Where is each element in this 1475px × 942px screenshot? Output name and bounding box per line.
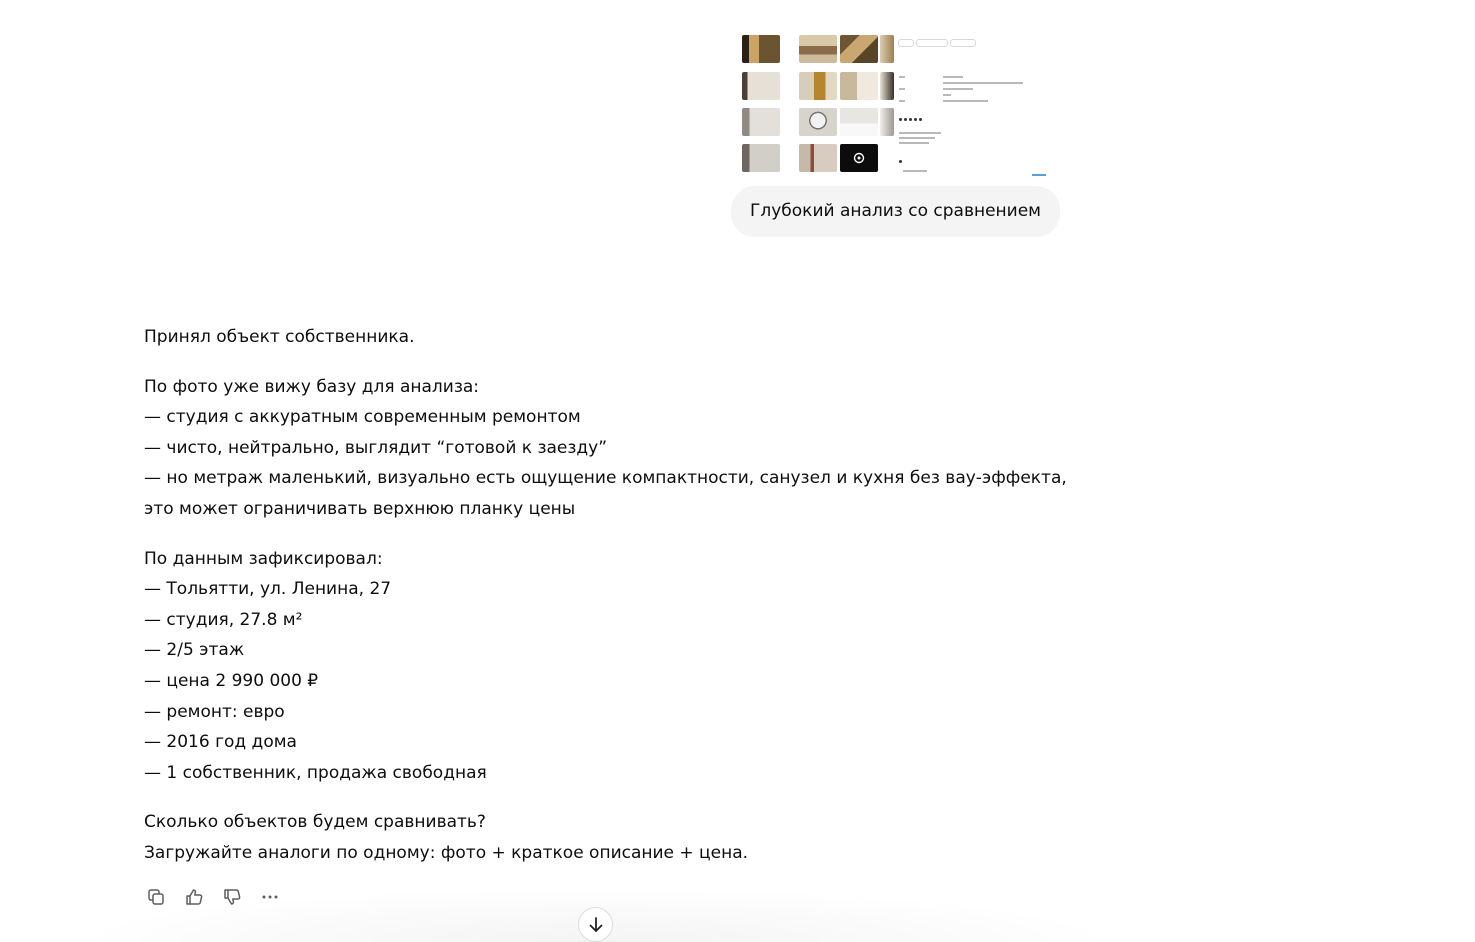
- thumbs-down-button[interactable]: [219, 884, 245, 910]
- list-item: — Тольятти, ул. Ленина, 27: [144, 579, 392, 600]
- text-line: Загружайте аналоги по одному: фото + краткое описание + цена.: [144, 842, 749, 863]
- attachment-thumbnail[interactable]: [742, 34, 1048, 179]
- text-line: Сколько объектов будем сравнивать?: [144, 812, 486, 833]
- arrow-down-icon: [587, 916, 605, 934]
- user-message-text: Глубокий анализ со сравнением: [750, 201, 1042, 221]
- photo-thumb: [799, 72, 837, 100]
- list-item: — чисто, нейтрально, выглядит “готовой к заезду”: [144, 437, 608, 458]
- thumbs-up-button[interactable]: [181, 884, 207, 910]
- text-line: По фото уже вижу базу для анализа:: [144, 376, 480, 397]
- more-options-button[interactable]: [257, 884, 283, 910]
- photo-thumb: [880, 72, 894, 100]
- photo-thumb: [840, 72, 878, 100]
- list-item: — студия, 27.8 м²: [144, 609, 303, 630]
- paragraph: [144, 544, 1044, 789]
- photo-thumb: [880, 108, 894, 136]
- copy-button[interactable]: [143, 884, 169, 910]
- text-line: это может ограничивать верхнюю планку цены: [144, 498, 576, 519]
- photo-thumb: [799, 108, 837, 136]
- list-item: — 2016 год дома: [144, 732, 297, 753]
- photo-thumb: [742, 35, 780, 63]
- copy-icon: [146, 887, 166, 907]
- list-item: — цена 2 990 000 ₽: [144, 670, 319, 691]
- paragraph: [144, 322, 1044, 353]
- more-horizontal-icon: [260, 887, 280, 907]
- photo-grid: [742, 34, 894, 179]
- list-item: — студия с аккуратным современным ремонтом: [144, 407, 581, 428]
- logo-icon: [853, 152, 865, 164]
- list-item: — 1 собственник, продажа свободная: [144, 762, 487, 783]
- photo-thumb: [799, 144, 837, 172]
- list-item: — 2/5 этаж: [144, 640, 245, 661]
- photo-thumb: [880, 35, 894, 63]
- photo-thumb: [799, 35, 837, 63]
- paragraph: [144, 807, 1044, 868]
- listing-text-preview: [897, 34, 1048, 179]
- text-line: По данным зафиксировал:: [144, 548, 383, 569]
- photo-thumb: [840, 108, 878, 136]
- list-item: — ремонт: евро: [144, 701, 285, 722]
- list-item: — но метраж маленький, визуально есть ощущение компактности, санузел и кухня без вау-эффекта,: [144, 468, 1067, 489]
- text-line: Принял объект собственника.: [144, 327, 415, 347]
- photo-thumb: [840, 35, 878, 63]
- thumbs-down-icon: [222, 887, 242, 907]
- message-actions: [143, 884, 283, 910]
- paragraph: [144, 372, 1067, 525]
- photo-thumb: [742, 72, 780, 100]
- user-message-bubble: [731, 186, 1060, 237]
- scroll-down-button[interactable]: [578, 907, 613, 942]
- thumbs-up-icon: [184, 887, 204, 907]
- assistant-message: [144, 322, 1067, 888]
- photo-thumb: [742, 144, 780, 172]
- photo-thumb: [742, 108, 780, 136]
- photo-thumb: [840, 144, 878, 172]
